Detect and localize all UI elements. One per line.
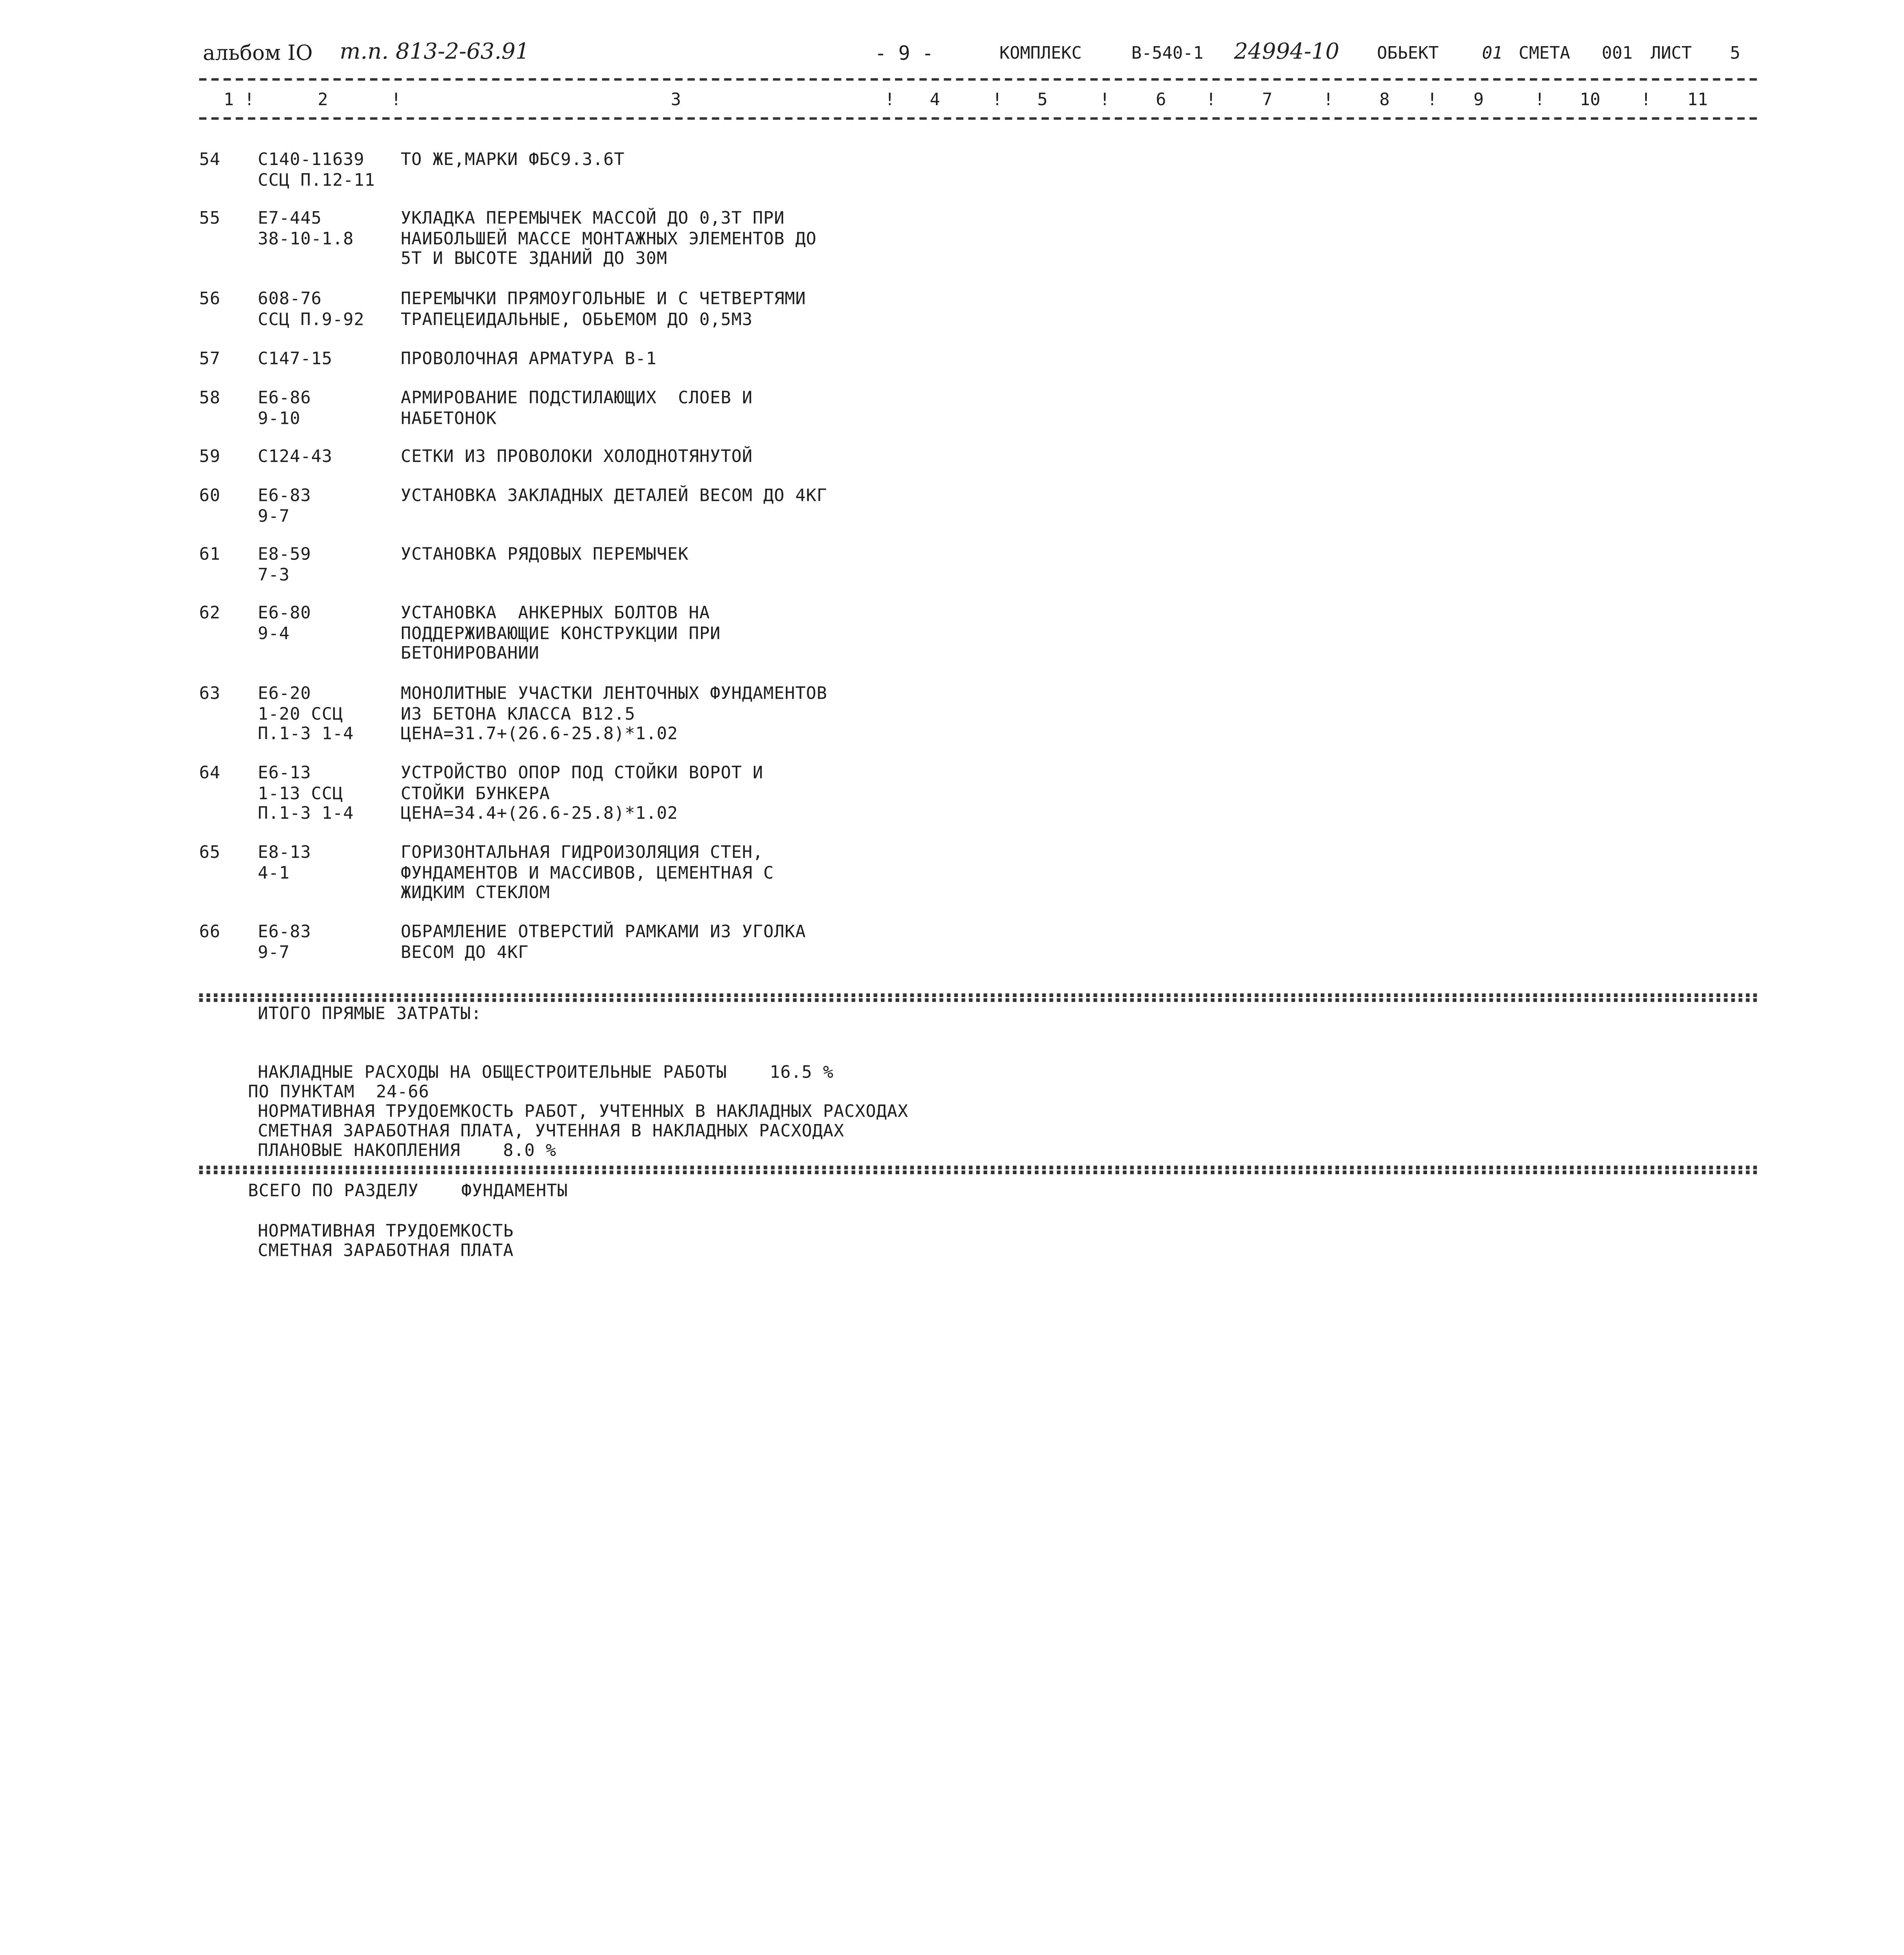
obekt-label: ОБЬЕКТ (1377, 44, 1439, 64)
normativ_nakl_label: НОРМАТИВНАЯ ТРУДОЕМКОСТЬ РАБОТ, УЧТЕННЫХ В НАКЛАДНЫХ РАСХОДАХ (258, 1102, 909, 1122)
col-sep: ! (884, 90, 895, 110)
work-description: ЦЕНА=34.4+(26.6-25.8)*1.02 (401, 804, 678, 824)
row-number: 54 (199, 150, 221, 170)
kompleks-value: В-540-1 (1131, 44, 1204, 64)
list-label: ЛИСТ (1650, 44, 1692, 64)
work-description: ПОДДЕРЖИВАЮЩИЕ КОНСТРУКЦИИ ПРИ (401, 624, 721, 644)
work-description: ПЕРЕМЫЧКИ ПРЯМОУГОЛЬНЫЕ И С ЧЕТВЕРТЯМИ (401, 289, 806, 309)
tp-number: т.п. 813-2-63.91 (339, 39, 530, 65)
work-description: НАИБОЛЬШЕЙ МАССЕ МОНТАЖНЫХ ЭЛЕМЕНТОВ ДО (401, 229, 817, 249)
col-sep: ! (1099, 90, 1110, 110)
col-head: 10 (1579, 90, 1601, 110)
col-head: 2 (317, 90, 328, 110)
work-description: УСТАНОВКА РЯДОВЫХ ПЕРЕМЫЧЕК (401, 545, 689, 565)
itogo-label: ИТОГО ПРЯМЫЕ ЗАТРАТЫ: (258, 1004, 482, 1024)
work-description: 5Т И ВЫСОТЕ ЗДАНИЙ ДО 30М (401, 249, 667, 269)
col-head: 11 (1687, 90, 1708, 110)
norm-code: С140-11639 (258, 150, 365, 170)
norm-code: 1-13 ССЦ (258, 784, 343, 804)
smeta-label: СМЕТА (1519, 44, 1571, 64)
work-description: СЕТКИ ИЗ ПРОВОЛОКИ ХОЛОДНОТЯНУТОЙ (401, 447, 753, 467)
norm-code: Е6-83 (258, 486, 311, 506)
col-head: 4 (930, 90, 940, 110)
work-description: УСТАНОВКА АНКЕРНЫХ БОЛТОВ НА (401, 603, 710, 623)
col-head: 9 (1473, 90, 1484, 110)
row-number: 64 (199, 764, 221, 784)
work-description: МОНОЛИТНЫЕ УЧАСТКИ ЛЕНТОЧНЫХ ФУНДАМЕНТОВ (401, 684, 828, 704)
norm-code: Е8-59 (258, 545, 311, 565)
col-head: 8 (1379, 90, 1390, 110)
row-number: 63 (199, 684, 221, 704)
col-head: 7 (1262, 90, 1273, 110)
col-sep: ! (1427, 90, 1438, 110)
dotted-rule (199, 994, 1757, 997)
work-description: ТРАПЕЦЕИДАЛЬНЫЕ, ОБЬЕМОМ ДО 0,5М3 (401, 310, 753, 330)
row-number: 66 (199, 922, 221, 942)
norm-code: 7-3 (258, 565, 290, 585)
smetnaya_nakl_label: СМЕТНАЯ ЗАРАБОТНАЯ ПЛАТА, УЧТЕННАЯ В НАКЛАДНЫХ РАСХОДАХ (258, 1121, 844, 1141)
work-description: СТОЙКИ БУНКЕРА (401, 784, 550, 804)
work-description: БЕТОНИРОВАНИИ (401, 644, 540, 664)
norm-code: 38-10-1.8 (258, 229, 354, 249)
norm-code: 4-1 (258, 863, 290, 883)
norm-code: ССЦ П.9-92 (258, 310, 365, 330)
row-number: 57 (199, 349, 221, 369)
work-description: ПРОВОЛОЧНАЯ АРМАТУРА В-1 (401, 349, 657, 369)
sheet-header (0, 39, 1904, 81)
work-description: НАБЕТОНОК (401, 409, 497, 429)
normativ_label: НОРМАТИВНАЯ ТРУДОЕМКОСТЬ (258, 1222, 514, 1241)
col-head: 5 (1037, 90, 1048, 110)
norm-code: Е6-83 (258, 922, 311, 942)
norm-code: ССЦ П.12-11 (258, 170, 375, 190)
norm-code: Е7-445 (258, 209, 322, 229)
norm-code: П.1-3 1-4 (258, 725, 354, 744)
planovye_label: ПЛАНОВЫЕ НАКОПЛЕНИЯ 8.0 % (258, 1141, 557, 1161)
header-rule-bottom (199, 117, 1757, 120)
album-label: альбом IO (203, 41, 313, 66)
col-sep: ! (1206, 90, 1216, 110)
row-number: 58 (199, 388, 221, 408)
norm-code: Е8-13 (258, 843, 311, 863)
row-number: 60 (199, 486, 221, 506)
norm-code: 608-76 (258, 289, 322, 309)
row-number: 62 (199, 603, 221, 623)
work-description: ГОРИЗОНТАЛЬНАЯ ГИДРОИЗОЛЯЦИЯ СТЕН, (401, 843, 764, 863)
smeta-value: 001 (1601, 44, 1633, 64)
row-number: 56 (199, 289, 221, 309)
row-number: 59 (199, 447, 221, 467)
work-description: АРМИРОВАНИЕ ПОДСТИЛАЮЩИХ СЛОЕВ И (401, 388, 753, 408)
vsego_label: ВСЕГО ПО РАЗДЕЛУ ФУНДАМЕНТЫ (248, 1181, 568, 1201)
norm-code: 9-7 (258, 942, 290, 962)
work-description: ФУНДАМЕНТОВ И МАССИВОВ, ЦЕМЕНТНАЯ С (401, 863, 774, 883)
kompleks-label: КОМПЛЕКС (999, 44, 1082, 64)
norm-code: Е6-86 (258, 388, 311, 408)
work-description: ОБРАМЛЕНИЕ ОТВЕРСТИЙ РАМКАМИ ИЗ УГОЛКА (401, 922, 806, 942)
norm-code: Е6-13 (258, 764, 311, 784)
page-number: - 9 - (875, 41, 934, 65)
col-sep: ! (1535, 90, 1545, 110)
norm-code: 9-10 (258, 409, 301, 429)
dotted-rule (199, 1171, 1757, 1174)
row-number: 61 (199, 545, 221, 565)
col-head: 3 (671, 90, 681, 110)
norm-code: Е6-20 (258, 684, 311, 704)
work-description: ВЕСОМ ДО 4КГ (401, 942, 529, 962)
col-head: 1 ! (223, 90, 255, 110)
po-punktam: ПО ПУНКТАМ 24-66 (248, 1082, 430, 1102)
smetnaya_label: СМЕТНАЯ ЗАРАБОТНАЯ ПЛАТА (258, 1241, 514, 1261)
work-description: ЖИДКИМ СТЕКЛОМ (401, 883, 550, 903)
work-description: ИЗ БЕТОНА КЛАССА В12.5 (401, 704, 636, 724)
kompleks-handwritten: 24994-10 (1234, 39, 1339, 65)
norm-code: 1-20 ССЦ (258, 704, 343, 724)
dotted-rule (199, 998, 1757, 1002)
col-sep: ! (992, 90, 1002, 110)
col-head: 6 (1156, 90, 1166, 110)
norm-code: П.1-3 1-4 (258, 804, 354, 824)
work-description: УСТРОЙСТВО ОПОР ПОД СТОЙКИ ВОРОТ И (401, 764, 764, 784)
norm-code: С147-15 (258, 349, 333, 369)
work-description: УСТАНОВКА ЗАКЛАДНЫХ ДЕТАЛЕЙ ВЕСОМ ДО 4КГ (401, 486, 828, 506)
col-sep: ! (391, 90, 402, 110)
norm-code: Е6-80 (258, 603, 311, 623)
header-rule-top (199, 78, 1757, 81)
work-description: УКЛАДКА ПЕРЕМЫЧЕК МАССОЙ ДО 0,3Т ПРИ (401, 209, 785, 229)
nakladnye_label: НАКЛАДНЫЕ РАСХОДЫ НА ОБЩЕСТРОИТЕЛЬНЫЕ РАБОТЫ 16.5 % (258, 1063, 834, 1083)
col-sep: ! (1323, 90, 1334, 110)
dotted-rule (199, 1166, 1757, 1169)
row-number: 65 (199, 843, 221, 863)
row-number: 55 (199, 209, 221, 229)
list-value: 5 (1730, 44, 1741, 64)
norm-code: 9-4 (258, 624, 290, 644)
norm-code: 9-7 (258, 506, 290, 526)
col-sep: ! (1640, 90, 1651, 110)
work-description: ЦЕНА=31.7+(26.6-25.8)*1.02 (401, 725, 678, 744)
work-description: ТО ЖЕ,МАРКИ ФБС9.3.6Т (401, 150, 625, 170)
norm-code: С124-43 (258, 447, 333, 467)
obekt-value: 01 (1482, 44, 1503, 64)
